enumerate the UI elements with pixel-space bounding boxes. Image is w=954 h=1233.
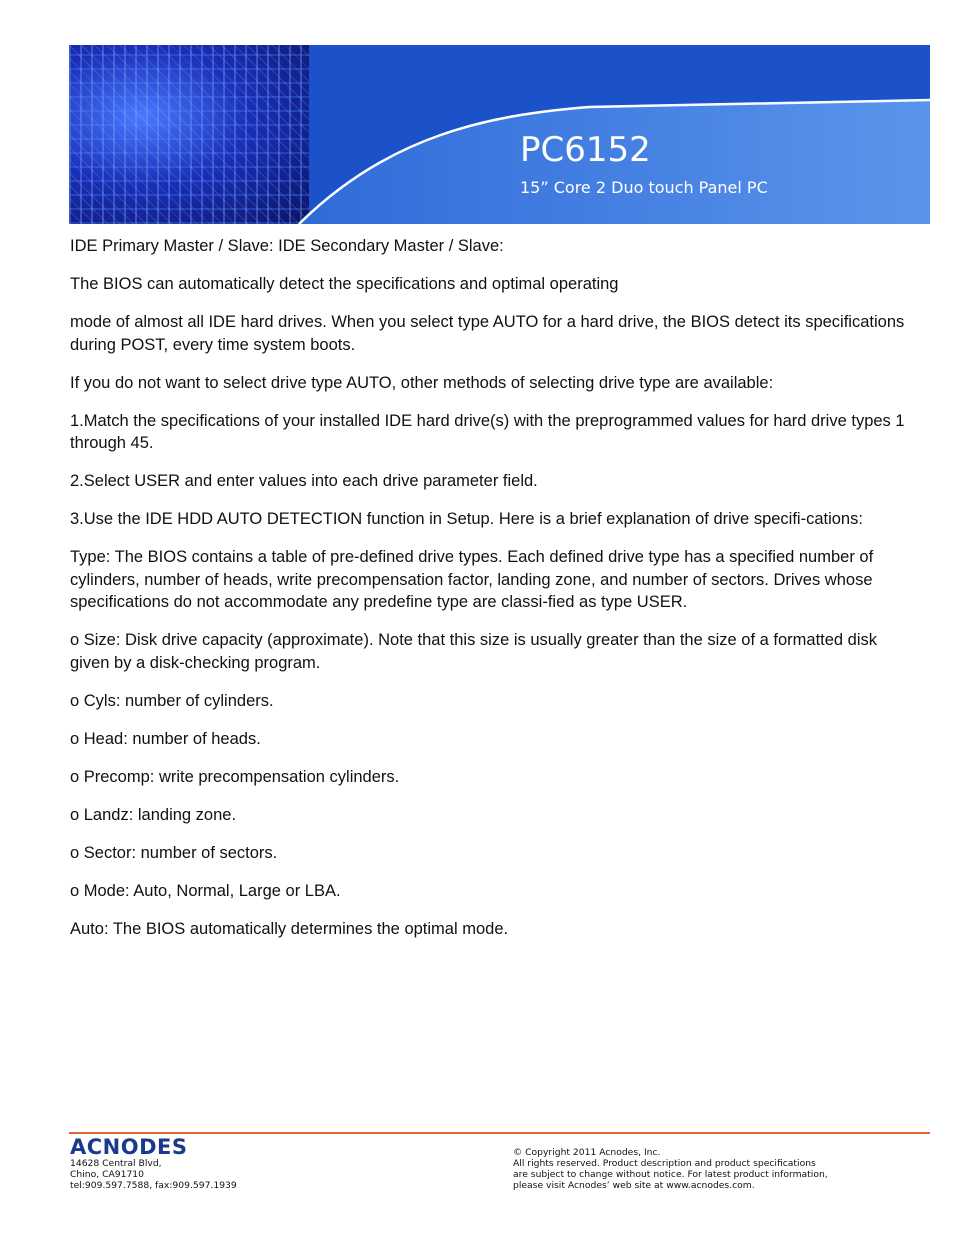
product-title: PC6152 bbox=[520, 130, 651, 170]
paragraph: Type: The BIOS contains a table of pre-defined drive types. Each defined drive type has a specified number of cylinders, number of heads, write precompensation factor, landing zone, and number of sectors. Drives whose specifications do not accommodate any predefine type are classi-fied as type USER. bbox=[70, 548, 874, 611]
address-line: 14628 Central Blvd, bbox=[70, 1158, 162, 1169]
product-subtitle: 15” Core 2 Duo touch Panel PC bbox=[520, 178, 768, 197]
paragraph: o Landz: landing zone. bbox=[70, 805, 237, 824]
paragraph: o Mode: Auto, Normal, Large or LBA. bbox=[70, 881, 341, 900]
copyright-notice bbox=[513, 1147, 875, 1191]
address-line: Chino, CA91710 bbox=[70, 1169, 145, 1180]
copyright-line: All rights reserved. Product description and product specifications bbox=[513, 1158, 816, 1169]
copyright-line: are subject to change without notice. For latest product information, bbox=[513, 1169, 828, 1180]
paragraph: o Cyls: number of cylinders. bbox=[70, 691, 274, 710]
paragraph: mode of almost all IDE hard drives. When you select type AUTO for a hard drive, the BIOS detect its specifications during POST, every time system boots. bbox=[70, 313, 905, 354]
copyright-line: © Copyright 2011 Acnodes, Inc. bbox=[513, 1147, 661, 1158]
paragraph: 2.Select USER and enter values into each drive parameter field. bbox=[70, 472, 538, 490]
paragraph: 1.Match the specifications of your installed IDE hard drive(s) with the preprogrammed values for hard drive types 1 through 45. bbox=[70, 411, 905, 452]
paragraph: 3.Use the IDE HDD AUTO DETECTION function in Setup. Here is a brief explanation of drive specifi-cations: bbox=[70, 510, 863, 528]
banner-curve-shape bbox=[69, 45, 930, 224]
paragraph: If you do not want to select drive type AUTO, other methods of selecting drive type are available: bbox=[70, 373, 774, 392]
acnodes-logo: ACNODES bbox=[70, 1135, 188, 1159]
company-address bbox=[70, 1158, 237, 1191]
address-line: tel:909.597.7588, fax:909.597.1939 bbox=[70, 1180, 237, 1191]
header-banner bbox=[69, 45, 930, 224]
paragraph: o Head: number of heads. bbox=[70, 729, 261, 748]
copyright-line: please visit Acnodes’ web site at www.acnodes.com. bbox=[513, 1180, 755, 1191]
paragraph: IDE Primary Master / Slave: IDE Secondary Master / Slave: bbox=[70, 237, 504, 255]
paragraph: o Size: Disk drive capacity (approximate). Note that this size is usually greater than the size of a formatted disk given by a disk-checking program. bbox=[70, 631, 878, 672]
paragraph: Auto: The BIOS automatically determines the optimal mode. bbox=[70, 919, 509, 938]
paragraph: o Sector: number of sectors. bbox=[70, 843, 278, 862]
paragraph: o Precomp: write precompensation cylinders. bbox=[70, 767, 400, 786]
footer-divider bbox=[69, 1132, 930, 1134]
paragraph: The BIOS can automatically detect the specifications and optimal operating bbox=[70, 275, 619, 293]
document-body bbox=[70, 235, 920, 956]
